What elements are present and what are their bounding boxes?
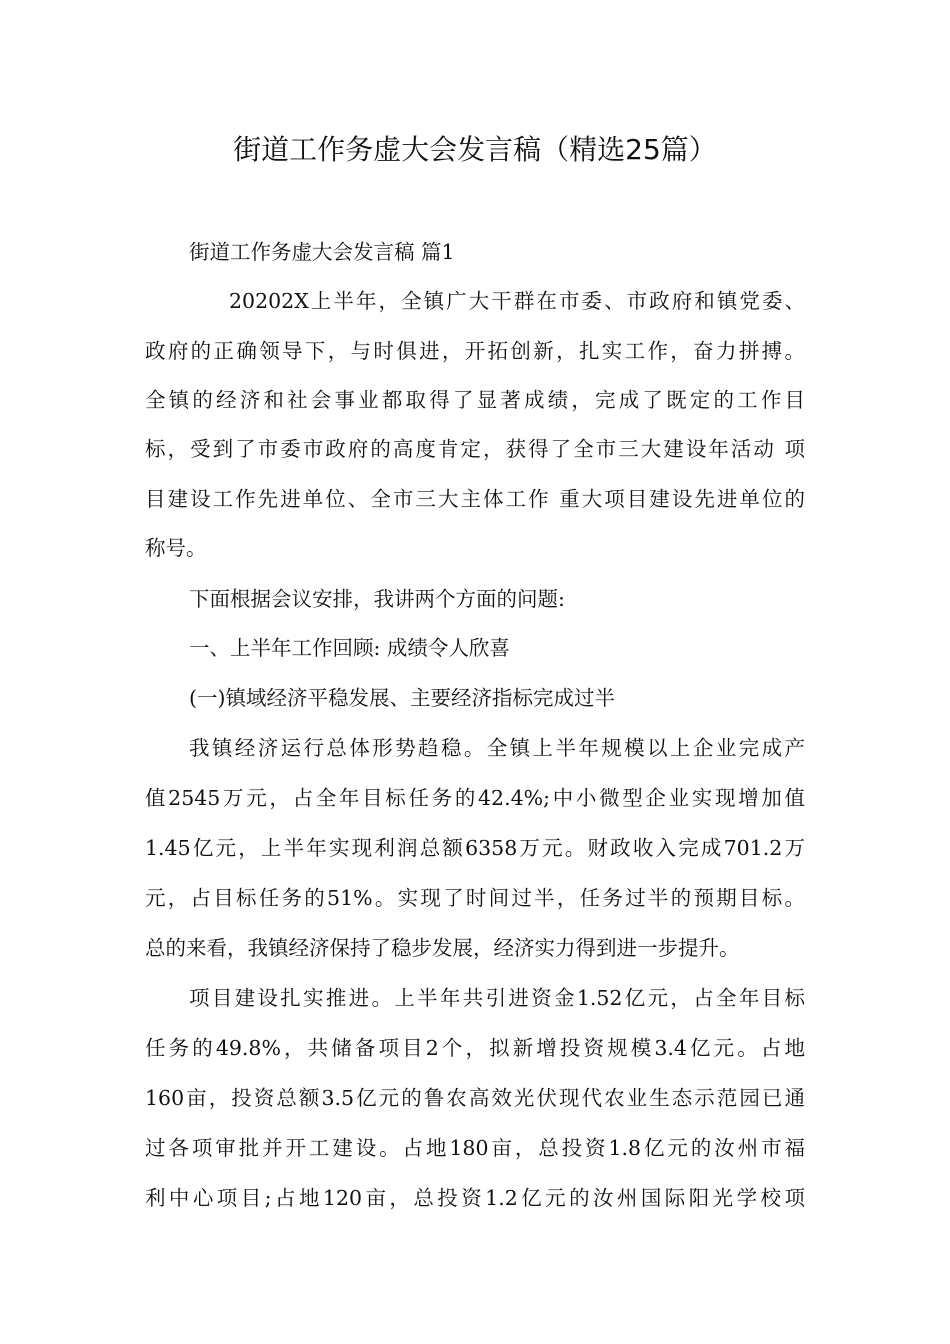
paragraph-line: 项目建设扎实推进。上半年共引进资金1.52亿元，占全年目标 bbox=[189, 986, 805, 1010]
paragraph-line: 过各项审批并开工建设。占地180亩，总投资1.8亿元的汝州市福 bbox=[145, 1136, 805, 1160]
paragraph-line: 全镇的经济和社会事业都取得了显著成绩，完成了既定的工作目 bbox=[145, 388, 805, 412]
section-heading: 街道工作务虚大会发言稿 篇1 bbox=[189, 240, 455, 264]
paragraph-line: 称号。 bbox=[145, 536, 207, 560]
paragraph-line: 1.45亿元，上半年实现利润总额6358万元。财政收入完成701.2万 bbox=[145, 836, 805, 860]
document-title: 街道工作务虚大会发言稿（精选25篇） bbox=[233, 133, 717, 166]
paragraph-line: 160亩，投资总额3.5亿元的鲁农高效光伏现代农业生态示范园已通 bbox=[145, 1086, 805, 1110]
paragraph-line: 20202X上半年，全镇广大干群在市委、市政府和镇党委、 bbox=[229, 289, 805, 313]
outline-heading: 一、上半年工作回顾: 成绩令人欣喜 bbox=[189, 636, 510, 660]
outline-subheading: (一)镇域经济平稳发展、主要经济指标完成过半 bbox=[189, 686, 615, 710]
paragraph-line: 任务的49.8%，共储备项目2个，拟新增投资规模3.4亿元。占地 bbox=[145, 1036, 805, 1060]
paragraph-line: 我镇经济运行总体形势趋稳。全镇上半年规模以上企业完成产 bbox=[189, 736, 805, 760]
paragraph-line: 标，受到了市委市政府的高度肯定，获得了全市三大建设年活动 项 bbox=[145, 437, 805, 461]
paragraph-line: 目建设工作先进单位、全市三大主体工作 重大项目建设先进单位的 bbox=[145, 487, 805, 511]
paragraph-line: 总的来看，我镇经济保持了稳步发展，经济实力得到进一步提升。 bbox=[145, 936, 740, 960]
paragraph-line: 值2545万元，占全年目标任务的42.4%;中小微型企业实现增加值 bbox=[145, 786, 805, 810]
paragraph-line: 利中心项目;占地120亩，总投资1.2亿元的汝州国际阳光学校项 bbox=[145, 1186, 805, 1210]
paragraph-line: 下面根据会议安排，我讲两个方面的问题: bbox=[189, 587, 565, 611]
paragraph-line: 政府的正确领导下，与时俱进，开拓创新，扎实工作，奋力拼搏。 bbox=[145, 339, 805, 363]
paragraph-line: 元，占目标任务的51%。实现了时间过半，任务过半的预期目标。 bbox=[145, 886, 805, 910]
